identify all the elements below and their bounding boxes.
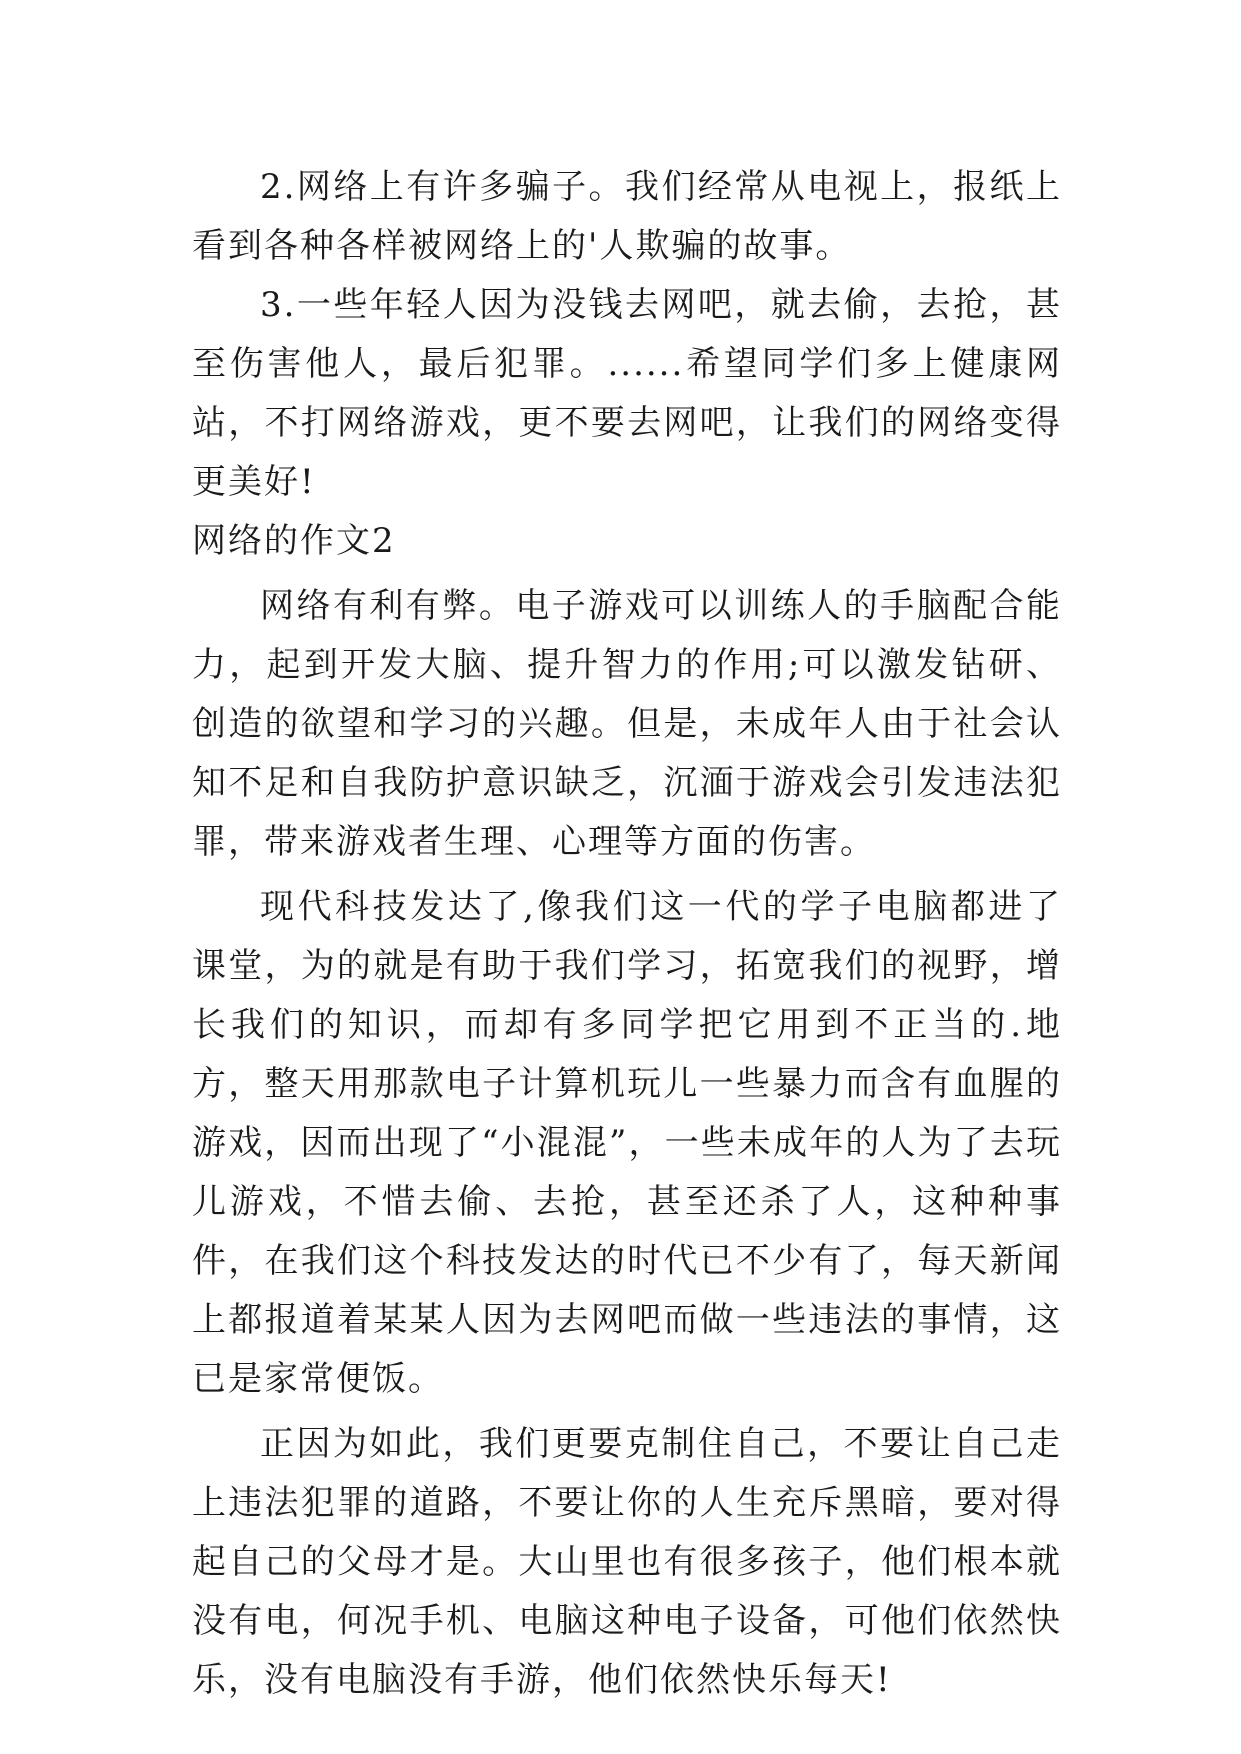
- paragraph-item-3: 3.一些年轻人因为没钱去网吧，就去偷，去抢，甚至伤害他人，最后犯罪。......希望同学们多上健康网站，不打网络游戏，更不要去网吧，让我们的网络变得更美好!: [192, 285, 1062, 502]
- paragraph-conclusion: 正因为如此，我们更要克制住自己，不要让自己走上违法犯罪的道路，不要让你的人生充斥黑暗，要对得起自己的父母才是。大山里也有很多孩子，他们根本就没有电，何况手机、电脑这种电子设备，可他们依然快乐，没有电脑没有手游，他们依然快乐每天!: [192, 1424, 1062, 1700]
- paragraph-item-2: 2.网络上有许多骗子。我们经常从电视上，报纸上看到各种各样被网络上的'人欺骗的故事。: [192, 167, 1062, 266]
- document-body: [192, 158, 1062, 1710]
- paragraph-modern-tech: 现代科技发达了,像我们这一代的学子电脑都进了课堂，为的就是有助于我们学习，拓宽我们的视野，增长我们的知识，而却有多同学把它用到不正当的.地方，整天用那款电子计算机玩儿一些暴力而含有血腥的游戏，因而出现了“小混混”，一些未成年的人为了去玩儿游戏，不惜去偷、去抢，甚至还杀了人，这种种事件，在我们这个科技发达的时代已不少有了，每天新闻上都报道着某某人因为去网吧而做一些违法的事情，这已是家常便饭。: [192, 887, 1062, 1399]
- paragraph-intro: 网络有利有弊。电子游戏可以训练人的手脑配合能力，起到开发大脑、提升智力的作用;可以激发钻研、创造的欲望和学习的兴趣。但是，未成年人由于社会认知不足和自我防护意识缺乏，沉湎于游戏会引发违法犯罪，带来游戏者生理、心理等方面的伤害。: [192, 586, 1062, 862]
- section-heading: 网络的作文2: [192, 521, 396, 561]
